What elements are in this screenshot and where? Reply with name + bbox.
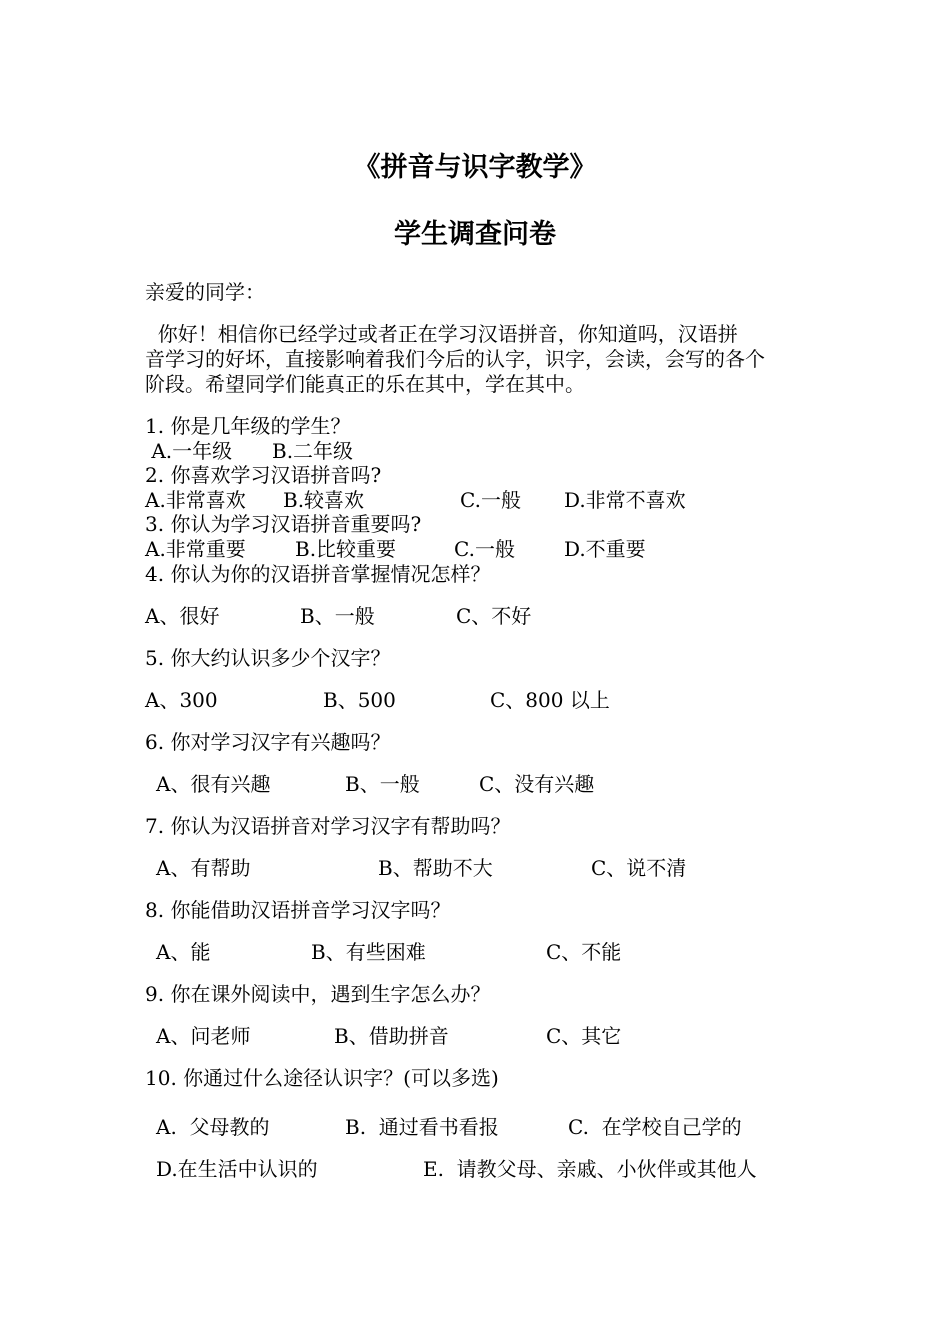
question-7-option-c: C、说不清 (591, 856, 687, 880)
question-8: 8. 你能借助汉语拼音学习汉字吗？ (145, 898, 451, 922)
question-6: 6. 你对学习汉字有兴趣吗？ (145, 730, 391, 754)
question-9-option-c: C、其它 (546, 1024, 622, 1048)
question-3: 3. 你认为学习汉语拼音重要吗? (145, 512, 422, 536)
question-3-option-a: A.非常重要 (145, 537, 246, 561)
question-6-option-c: C、没有兴趣 (479, 772, 595, 796)
question-10-option-c: C. 在学校自己学的 (568, 1115, 742, 1139)
question-9-option-a: A、问老师 (156, 1024, 251, 1048)
question-3-option-b: B.比较重要 (295, 537, 397, 561)
question-7: 7. 你认为汉语拼音对学习汉字有帮助吗？ (145, 814, 511, 838)
question-7-option-a: A、有帮助 (156, 856, 251, 880)
question-3-option-d: D.不重要 (564, 537, 646, 561)
question-4-option-a: A、很好 (145, 604, 220, 628)
document-title: 《拼音与识字教学》 (353, 152, 597, 183)
question-2-option-d: D.非常不喜欢 (564, 488, 686, 512)
question-8-option-a: A、能 (156, 940, 211, 964)
question-6-option-a: A、很有兴趣 (156, 772, 271, 796)
intro-line-1: 你好！相信你已经学过或者正在学习汉语拼音，你知道吗，汉语拼 (145, 322, 738, 346)
question-10-option-e: E. 请教父母、亲戚、小伙伴或其他人 (423, 1157, 757, 1181)
question-6-option-b: B、一般 (345, 772, 420, 796)
question-9-option-b: B、借助拼音 (334, 1024, 449, 1048)
question-10-option-d: D.在生活中认识的 (156, 1157, 318, 1181)
question-5-option-a: A、300 (145, 688, 218, 712)
question-2: 2. 你喜欢学习汉语拼音吗? (145, 463, 382, 487)
question-8-option-b: B、有些困难 (311, 940, 426, 964)
question-1: 1. 你是几年级的学生？ (145, 414, 351, 438)
question-3-option-c: C.一般 (454, 537, 515, 561)
question-2-option-a: A.非常喜欢 (145, 488, 246, 512)
question-5-option-c: C、800 以上 (490, 688, 610, 712)
question-4: 4. 你认为你的汉语拼音掌握情况怎样？ (145, 562, 491, 586)
question-5-option-b: B、500 (323, 688, 396, 712)
question-2-option-c: C.一般 (460, 488, 521, 512)
question-7-option-b: B、帮助不大 (378, 856, 493, 880)
question-10-option-b: B. 通过看书看报 (345, 1115, 499, 1139)
question-10: 10. 你通过什么途径认识字？(可以多选) (145, 1066, 499, 1090)
question-2-option-b: B.较喜欢 (283, 488, 365, 512)
question-1-option-a: A.一年级 (145, 439, 233, 463)
document-subtitle: 学生调查问卷 (394, 219, 556, 250)
question-10-option-a: A. 父母教的 (156, 1115, 270, 1139)
question-4-option-c: C、不好 (456, 604, 532, 628)
greeting: 亲爱的同学： (145, 280, 265, 304)
question-8-option-c: C、不能 (546, 940, 622, 964)
question-4-option-b: B、一般 (300, 604, 375, 628)
intro-line-2: 音学习的好坏，直接影响着我们今后的认字，识字，会读，会写的各个 (145, 347, 765, 371)
question-1-option-b: B.二年级 (272, 439, 354, 463)
question-5: 5. 你大约认识多少个汉字？ (145, 646, 391, 670)
intro-line-3: 阶段。希望同学们能真正的乐在其中，学在其中。 (145, 372, 585, 396)
question-9: 9. 你在课外阅读中，遇到生字怎么办？ (145, 982, 491, 1006)
